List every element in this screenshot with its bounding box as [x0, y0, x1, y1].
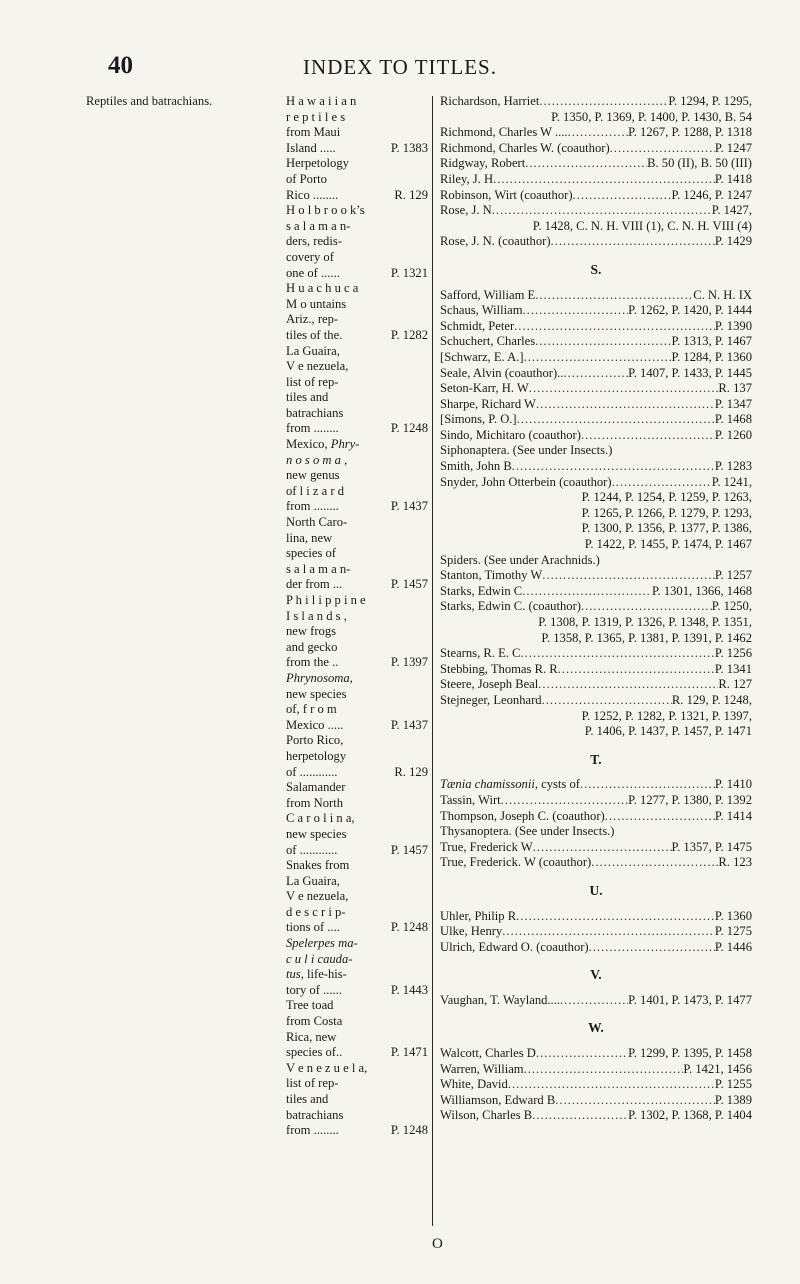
entry-line: Herpetology — [286, 156, 349, 171]
entry-references: P. 1256 — [714, 646, 752, 661]
leader-dots — [560, 993, 628, 1009]
entry-line: Rica, new — [286, 1029, 337, 1044]
entry-name: Schmidt, Peter — [440, 318, 515, 333]
index-entry — [440, 188, 752, 204]
entry-references: P. 1341 — [714, 661, 752, 676]
entry-line: Phrynosoma, — [286, 670, 353, 685]
entry-line: V e n e z u e l a, — [286, 1060, 368, 1075]
leader-dots — [539, 94, 668, 110]
index-entry — [440, 172, 752, 188]
leader-dots — [525, 156, 647, 172]
index-entry — [440, 855, 752, 871]
entry-line: c u l i cauda- — [286, 951, 353, 966]
footer-mark: O — [432, 1236, 443, 1252]
leader-dots — [558, 662, 715, 678]
entry-name: Vaughan, T. Wayland.... — [440, 992, 561, 1007]
leader-dots — [514, 319, 715, 335]
entry-line: of ............ — [286, 764, 338, 779]
index-entry — [440, 381, 752, 397]
entry-line: from ........ — [286, 499, 339, 514]
index-entry — [440, 412, 752, 428]
entry-line: r e p t i l e s — [286, 109, 346, 124]
leader-dots — [493, 172, 715, 188]
entry-line: tus, life-his- — [286, 967, 347, 982]
leader-dots — [524, 1062, 684, 1078]
page-number: 40 — [108, 52, 133, 79]
entry-line: Snakes from — [286, 858, 350, 873]
entry-reference: P. 1248 — [390, 421, 428, 436]
entry-references: P. 1299, P. 1395, P. 1458 — [628, 1046, 752, 1061]
entry-name: Sindo, Michitaro (coauthor) — [440, 427, 581, 442]
entry-line: tiles of the. — [286, 327, 343, 342]
entry-line: list of rep- — [286, 1076, 339, 1091]
entry-name: Smith, John B — [440, 459, 512, 474]
leader-dots — [581, 428, 715, 444]
entry-line: species of.. — [286, 1045, 343, 1060]
leader-dots — [524, 350, 672, 366]
entry-references: P. 1347 — [714, 396, 752, 411]
left-index-entry — [286, 671, 428, 733]
entry-line: H o l b r o o k’s — [286, 203, 365, 218]
entry-name: Starks, Edwin C — [440, 583, 523, 598]
entry-line: from ........ — [286, 1123, 339, 1138]
entry-continuation: P. 1252, P. 1282, P. 1321, P. 1397, — [581, 708, 752, 723]
entry-line: batrachians — [286, 1107, 344, 1122]
entry-line: V e nezuela, — [286, 889, 349, 904]
entry-name: True, Frederick. W (coauthor) — [440, 855, 592, 870]
entry-references: P. 1410 — [714, 777, 752, 792]
entry-references: P. 1357, P. 1475 — [671, 839, 752, 854]
entry-name: Riley, J. H — [440, 171, 494, 186]
entry-line: North Caro- — [286, 515, 348, 530]
section-letter: S. — [590, 261, 602, 277]
page-header — [0, 52, 800, 92]
entry-line: of ............ — [286, 842, 338, 857]
entry-references: P. 1241, — [711, 474, 752, 489]
index-entry — [440, 475, 752, 553]
leader-dots — [523, 303, 629, 319]
left-index-entry — [286, 281, 428, 343]
entry-line: new genus — [286, 468, 340, 483]
entry-references: R. 137 — [718, 381, 752, 396]
entry-name: Rose, J. N. (coauthor) — [440, 234, 551, 249]
entry-line: Mexico, Phry- — [286, 437, 360, 452]
entry-name: Wilson, Charles B — [440, 1108, 533, 1123]
entry-references: R. 129, P. 1248, — [671, 692, 752, 707]
entry-name: Walcott, Charles D — [440, 1046, 536, 1061]
entry-references: P. 1401, P. 1473, P. 1477 — [628, 992, 752, 1007]
entry-references: B. 50 (II), B. 50 (III) — [647, 156, 752, 171]
right-column — [440, 94, 752, 1124]
index-entry — [440, 1046, 752, 1062]
entry-name: Tænia chamissonii, cysts of — [440, 777, 580, 792]
entry-name: Safford, William E — [440, 287, 536, 302]
leader-dots — [542, 693, 672, 709]
index-entry — [440, 584, 752, 600]
index-entry — [440, 1062, 752, 1078]
leader-dots — [517, 412, 715, 428]
entry-line: Mexico ..... — [286, 717, 344, 732]
entry-reference: P. 1457 — [390, 577, 428, 592]
leader-dots — [589, 940, 715, 956]
entry-references: P. 1260 — [714, 427, 752, 442]
leader-dots — [580, 777, 715, 793]
entry-line: Island ..... — [286, 140, 336, 155]
entry-line: Ariz., rep- — [286, 312, 339, 327]
entry-continuation: P. 1308, P. 1319, P. 1326, P. 1348, P. 1351, — [538, 615, 752, 629]
leader-dots — [502, 924, 715, 940]
entry-references: P. 1283 — [714, 459, 752, 474]
leader-dots — [508, 1077, 715, 1093]
leader-dots — [542, 568, 715, 584]
column-divider — [432, 96, 433, 1226]
entry-reference: P. 1471 — [390, 1045, 428, 1060]
index-entry — [440, 793, 752, 809]
entry-line: Salamander — [286, 780, 346, 795]
index-entry — [440, 234, 752, 250]
entry-line: and gecko — [286, 639, 338, 654]
entry-references: P. 1294, P. 1295, — [668, 94, 752, 108]
entry-references: P. 1421, 1456 — [683, 1061, 752, 1076]
index-entry — [440, 677, 752, 693]
index-entry — [440, 993, 752, 1009]
entry-line: tory of ...... — [286, 982, 342, 997]
entry-references: P. 1262, P. 1420, P. 1444 — [628, 303, 752, 318]
index-entry — [440, 1108, 752, 1124]
left-index-entry — [286, 858, 428, 936]
entry-line: new species — [286, 686, 347, 701]
entry-line: La Guaira, — [286, 343, 340, 358]
entry-references: P. 1284, P. 1360 — [671, 349, 752, 364]
entry-line: of, f r o m — [286, 702, 337, 717]
entry-name: Ridgway, Robert — [440, 156, 526, 171]
entry-line: new frogs — [286, 624, 337, 639]
index-entry — [440, 646, 752, 662]
index-entry — [440, 599, 752, 646]
left-index-entry — [286, 515, 428, 593]
entry-line: d e s c r i p- — [286, 904, 346, 919]
entry-reference: R. 129 — [394, 187, 428, 202]
entry-line: I s l a n d s , — [286, 608, 347, 623]
entry-references: P. 1389 — [714, 1092, 752, 1107]
entry-name: Warren, William — [440, 1061, 524, 1076]
section-letter: W. — [588, 1020, 604, 1036]
entry-line: one of ...... — [286, 265, 340, 280]
entry-line: Spelerpes ma- — [286, 936, 358, 951]
entry-name: Thysanoptera. (See under Insects.) — [440, 824, 615, 839]
entry-name: Schuchert, Charles — [440, 334, 536, 349]
entry-name: Starks, Edwin C. (coauthor) — [440, 599, 581, 614]
index-entry — [440, 319, 752, 335]
left-index-entry — [286, 733, 428, 780]
leader-dots — [605, 809, 715, 825]
leader-dots — [573, 188, 672, 204]
entry-reference: P. 1248 — [390, 920, 428, 935]
entry-reference: R. 129 — [394, 764, 428, 779]
entry-name: Ulrich, Edward O. (coauthor) — [440, 939, 589, 954]
entry-line: from ........ — [286, 421, 339, 436]
entry-references: P. 1427, — [711, 203, 752, 218]
entry-continuation: P. 1358, P. 1365, P. 1381, P. 1391, P. 1462 — [541, 630, 752, 645]
leader-dots — [536, 397, 715, 413]
entry-references: P. 1390 — [714, 318, 752, 333]
index-entry — [440, 940, 752, 956]
entry-line: of l i z a r d — [286, 483, 345, 498]
entry-line: C a r o l i n a, — [286, 811, 355, 826]
entry-references: C. N. H. IX — [693, 287, 752, 302]
entry-references: P. 1301, 1366, 1468 — [651, 583, 752, 598]
entry-line: herpetology — [286, 748, 347, 763]
entry-reference: P. 1443 — [390, 982, 428, 997]
entry-line: from Maui — [286, 125, 341, 140]
left-index-entry — [286, 1061, 428, 1139]
entry-line: lina, new — [286, 530, 333, 545]
left-index-entry — [286, 344, 428, 438]
entry-references: P. 1302, P. 1368, P. 1404 — [628, 1108, 752, 1123]
leader-dots — [512, 459, 715, 475]
index-entry — [440, 553, 752, 569]
index-entry — [440, 568, 752, 584]
entry-name: Schaus, William — [440, 303, 523, 318]
entry-name: Williamson, Edward B — [440, 1092, 556, 1107]
index-entry — [440, 459, 752, 475]
entry-name: Stearns, R. E. C — [440, 646, 521, 661]
entry-continuation: P. 1422, P. 1455, P. 1474, P. 1467 — [584, 537, 752, 552]
leader-dots — [581, 599, 712, 615]
index-entry — [440, 662, 752, 678]
entry-line: H a w a i i a n — [286, 94, 357, 108]
entry-references: P. 1277, P. 1380, P. 1392 — [628, 792, 752, 807]
entry-continuation: P. 1406, P. 1437, P. 1457, P. 1471 — [584, 724, 752, 739]
entry-continuation: P. 1350, P. 1369, P. 1400, P. 1430, B. 54 — [551, 109, 752, 124]
entry-reference: P. 1397 — [390, 655, 428, 670]
entry-name: Richmond, Charles W. (coauthor) — [440, 140, 610, 155]
entry-line: tions of .... — [286, 920, 340, 935]
entry-line: Porto Rico, — [286, 733, 344, 748]
entry-line: M o untains — [286, 296, 347, 311]
left-column — [286, 94, 428, 1139]
leader-dots — [492, 203, 712, 219]
entry-name: Stejneger, Leonhard — [440, 692, 542, 707]
entry-references: P. 1267, P. 1288, P. 1318 — [628, 125, 752, 140]
entry-references: P. 1255 — [714, 1077, 752, 1092]
entry-name: Ulke, Henry — [440, 924, 503, 939]
index-entry — [440, 334, 752, 350]
index-entry — [440, 909, 752, 925]
entry-line: H u a c h u c a — [286, 281, 359, 296]
index-entry — [440, 303, 752, 319]
index-entry — [440, 777, 752, 793]
entry-reference: P. 1437 — [390, 499, 428, 514]
index-entry — [440, 840, 752, 856]
entry-references: P. 1246, P. 1247 — [671, 187, 752, 202]
leader-dots — [501, 793, 628, 809]
index-entry — [440, 924, 752, 940]
entry-line: P h i l i p p i n e — [286, 593, 366, 607]
entry-name: True, Frederick W — [440, 839, 533, 854]
entry-line: der from ... — [286, 577, 343, 592]
entry-name: Seale, Alvin (coauthor).. — [440, 365, 564, 380]
entry-continuation: P. 1265, P. 1266, P. 1279, P. 1293, — [581, 505, 752, 520]
entry-name: Spiders. (See under Arachnids.) — [440, 552, 600, 567]
entry-line: ders, redis- — [286, 234, 342, 249]
section-letter: V. — [590, 967, 602, 983]
leader-dots — [591, 855, 718, 871]
entry-name: Sharpe, Richard W — [440, 396, 536, 411]
index-entry — [440, 203, 752, 234]
index-entry — [440, 141, 752, 157]
index-entry — [440, 156, 752, 172]
entry-reference: P. 1248 — [390, 1123, 428, 1138]
leader-dots — [563, 366, 628, 382]
entry-line: Tree toad — [286, 998, 334, 1013]
section-label: Reptiles and batrachians. — [86, 94, 213, 108]
leader-dots — [538, 677, 718, 693]
index-entry — [440, 443, 752, 459]
entry-references: P. 1468 — [714, 412, 752, 427]
left-index-entry — [286, 94, 428, 156]
entry-continuation: P. 1428, C. N. H. VIII (1), C. N. H. VIII (4) — [532, 218, 752, 233]
left-index-entry — [286, 203, 428, 281]
entry-name: Robinson, Wirt (coauthor) — [440, 187, 573, 202]
entry-name: [Simons, P. O.] — [440, 412, 517, 427]
leader-dots — [520, 646, 714, 662]
entry-line: La Guaira, — [286, 873, 340, 888]
entry-references: P. 1414 — [714, 808, 752, 823]
entry-name: Siphonaptera. (See under Insects.) — [440, 443, 613, 458]
entry-line: of Porto — [286, 171, 327, 186]
entry-name: Stanton, Timothy W — [440, 568, 543, 583]
index-entry — [440, 288, 752, 304]
index-entry — [440, 428, 752, 444]
entry-line: V e nezuela, — [286, 359, 349, 374]
entry-line: batrachians — [286, 405, 344, 420]
leader-dots — [522, 584, 652, 600]
entry-line: new species — [286, 826, 347, 841]
index-entry — [440, 125, 752, 141]
leader-dots — [610, 141, 715, 157]
leader-dots — [535, 334, 671, 350]
left-index-entry — [286, 437, 428, 515]
leader-dots — [529, 381, 719, 397]
entry-references: P. 1275 — [714, 924, 752, 939]
entry-reference: P. 1457 — [390, 842, 428, 857]
leader-dots — [555, 1093, 715, 1109]
entry-references: R. 127 — [718, 677, 752, 692]
running-title: INDEX TO TITLES. — [303, 55, 497, 79]
entry-continuation: P. 1300, P. 1356, P. 1377, P. 1386, — [581, 521, 752, 536]
entry-references: P. 1247 — [714, 140, 752, 155]
entry-line: list of rep- — [286, 374, 339, 389]
entry-reference: P. 1383 — [390, 140, 428, 155]
index-entry — [440, 1093, 752, 1109]
entry-line: from the .. — [286, 655, 339, 670]
leader-dots — [533, 840, 672, 856]
index-entry — [440, 366, 752, 382]
leader-dots — [551, 234, 715, 250]
entry-continuation: P. 1244, P. 1254, P. 1259, P. 1263, — [581, 490, 752, 505]
entry-name: Tassin, Wirt — [440, 792, 501, 807]
entry-name: Richmond, Charles W .... — [440, 125, 568, 140]
entry-name: Steere, Joseph Beal — [440, 677, 539, 692]
entry-reference: P. 1282 — [390, 327, 428, 342]
section-letter: U. — [589, 882, 603, 898]
left-index-entry — [286, 780, 428, 858]
index-entry — [440, 94, 752, 125]
index-entry — [440, 824, 752, 840]
entry-name: Thompson, Joseph C. (coauthor) — [440, 808, 605, 823]
entry-references: P. 1250, — [711, 599, 752, 614]
entry-line: s a l a m a n- — [286, 218, 351, 233]
entry-reference: P. 1437 — [390, 717, 428, 732]
entry-name: Stebbing, Thomas R. R — [440, 661, 558, 676]
leader-dots — [535, 288, 693, 304]
entry-line: from Costa — [286, 1014, 343, 1029]
entry-references: P. 1429 — [714, 234, 752, 249]
left-index-entry — [286, 156, 428, 203]
leader-dots — [568, 125, 629, 141]
left-index-entry — [286, 936, 428, 998]
entry-references: P. 1407, P. 1433, P. 1445 — [628, 365, 752, 380]
entry-references: P. 1313, P. 1467 — [671, 334, 752, 349]
leader-dots — [516, 909, 715, 925]
entry-references: P. 1360 — [714, 908, 752, 923]
entry-name: [Schwarz, E. A.] — [440, 349, 524, 364]
entry-line: s a l a m a n- — [286, 561, 351, 576]
index-entry — [440, 693, 752, 740]
entry-line: tiles and — [286, 1092, 329, 1106]
index-entry — [440, 809, 752, 825]
entry-name: Seton-Karr, H. W — [440, 381, 529, 396]
leader-dots — [532, 1108, 628, 1124]
entry-line: Rico ........ — [286, 187, 339, 202]
entry-line: tiles and — [286, 390, 329, 405]
entry-references: P. 1418 — [714, 171, 752, 186]
entry-reference: P. 1321 — [390, 265, 428, 280]
entry-line: covery of — [286, 249, 334, 264]
section-letter: T. — [590, 751, 602, 767]
left-index-entry — [286, 593, 428, 671]
entry-name: Uhler, Philip R — [440, 908, 517, 923]
index-entry — [440, 1077, 752, 1093]
entry-references: P. 1446 — [714, 939, 752, 954]
leader-dots — [612, 475, 712, 491]
left-index-entry — [286, 998, 428, 1060]
entry-references: R. 123 — [718, 855, 752, 870]
entry-references: P. 1257 — [714, 568, 752, 583]
entry-name: Rose, J. N — [440, 203, 492, 218]
entry-line: species of — [286, 546, 337, 561]
leader-dots — [536, 1046, 628, 1062]
entry-name: Snyder, John Otterbein (coauthor) — [440, 474, 612, 489]
index-entry — [440, 397, 752, 413]
entry-line: from North — [286, 795, 344, 810]
entry-line: n o s o m a , — [286, 452, 348, 467]
index-entry — [440, 350, 752, 366]
entry-name: White, David — [440, 1077, 508, 1092]
entry-name: Richardson, Harriet — [440, 94, 540, 108]
